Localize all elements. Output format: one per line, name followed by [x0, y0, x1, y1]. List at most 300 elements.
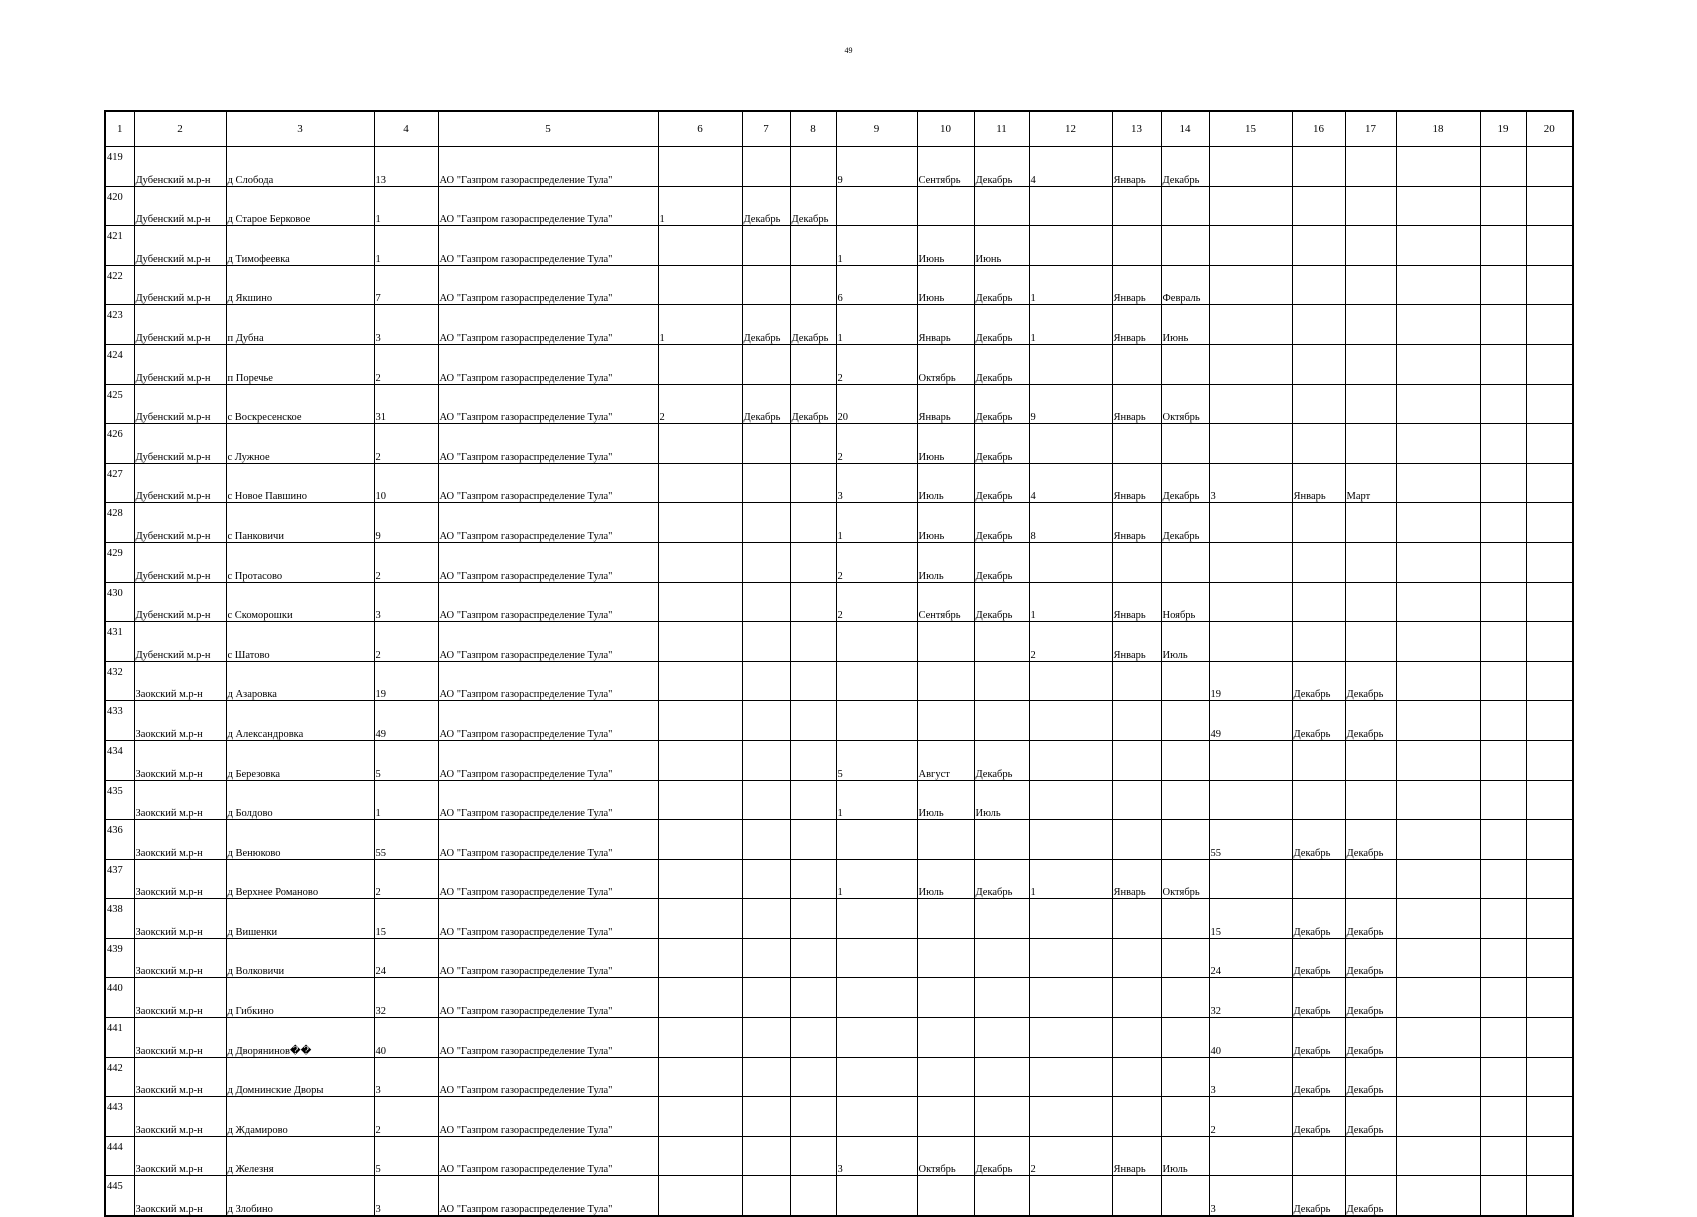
table-cell: [1480, 384, 1526, 424]
table-cell: [658, 463, 742, 503]
table-row: [105, 661, 1573, 701]
table-cell: Декабрь: [742, 186, 790, 226]
table-cell: 2: [374, 424, 438, 464]
table-cell: [836, 938, 917, 978]
table-cell: [1480, 265, 1526, 305]
column-header-12: 12: [1029, 111, 1112, 147]
table-cell: [790, 978, 836, 1018]
table-row: [105, 226, 1573, 266]
table-cell: [790, 859, 836, 899]
table-cell: [1112, 1097, 1161, 1137]
table-cell: [1029, 661, 1112, 701]
column-header-1: 1: [105, 111, 134, 147]
table-cell: [974, 978, 1029, 1018]
table-cell: АО "Газпром газораспределение Тула": [438, 1176, 658, 1216]
column-header-17: 17: [1345, 111, 1396, 147]
table-cell: 3: [836, 463, 917, 503]
table-cell: [790, 265, 836, 305]
table-cell: [1112, 424, 1161, 464]
table-cell: [658, 147, 742, 187]
table-cell: 3: [374, 305, 438, 345]
table-cell: [917, 1176, 974, 1216]
table-cell: [1396, 265, 1480, 305]
table-cell: [742, 503, 790, 543]
table-cell: Декабрь: [1292, 701, 1345, 741]
table-cell: [1526, 265, 1573, 305]
table-cell: [1209, 622, 1292, 662]
table-cell: Январь: [917, 305, 974, 345]
table-cell: д Вишенки: [226, 899, 374, 939]
table-cell: [1526, 780, 1573, 820]
table-cell: [1396, 859, 1480, 899]
table-cell: [1396, 1057, 1480, 1097]
table-row: [105, 820, 1573, 860]
table-cell: [1112, 740, 1161, 780]
table-cell: Дубенский м.р-н: [134, 542, 226, 582]
table-cell: [1526, 622, 1573, 662]
table-cell: с Панковичи: [226, 503, 374, 543]
table-cell: 8: [1029, 503, 1112, 543]
table-cell: [1526, 938, 1573, 978]
table-cell: АО "Газпром газораспределение Тула": [438, 147, 658, 187]
table-cell: [1292, 622, 1345, 662]
table-cell: [1526, 344, 1573, 384]
row-number-cell: 432: [105, 661, 134, 701]
table-cell: [1396, 344, 1480, 384]
table-cell: [790, 424, 836, 464]
table-cell: [1292, 582, 1345, 622]
table-cell: АО "Газпром газораспределение Тула": [438, 899, 658, 939]
table-cell: [790, 622, 836, 662]
table-row: [105, 305, 1573, 345]
table-cell: Заокский м.р-н: [134, 978, 226, 1018]
table-cell: [1345, 622, 1396, 662]
table-cell: [1480, 701, 1526, 741]
table-cell: [1029, 542, 1112, 582]
table-cell: [790, 820, 836, 860]
table-cell: д Железня: [226, 1136, 374, 1176]
table-cell: [1292, 780, 1345, 820]
table-cell: [974, 1057, 1029, 1097]
table-cell: [790, 542, 836, 582]
table-cell: [742, 147, 790, 187]
table-cell: 9: [836, 147, 917, 187]
table-cell: [1480, 938, 1526, 978]
table-cell: [917, 938, 974, 978]
table-cell: с Воскресенское: [226, 384, 374, 424]
table-cell: п Поречье: [226, 344, 374, 384]
table-cell: [1396, 1176, 1480, 1216]
table-cell: [658, 899, 742, 939]
table-cell: [1209, 424, 1292, 464]
table-cell: АО "Газпром газораспределение Тула": [438, 503, 658, 543]
table-row: [105, 186, 1573, 226]
table-cell: Январь: [1112, 305, 1161, 345]
table-cell: Июль: [917, 859, 974, 899]
table-cell: [742, 820, 790, 860]
table-cell: Заокский м.р-н: [134, 740, 226, 780]
table-cell: [1526, 147, 1573, 187]
table-cell: д Слобода: [226, 147, 374, 187]
table-cell: [742, 978, 790, 1018]
table-cell: Декабрь: [974, 503, 1029, 543]
table-cell: 3: [1209, 463, 1292, 503]
table-cell: 1: [374, 226, 438, 266]
row-number-cell: 438: [105, 899, 134, 939]
table-cell: д Болдово: [226, 780, 374, 820]
table-cell: Декабрь: [1345, 661, 1396, 701]
table-cell: [974, 820, 1029, 860]
table-cell: [1396, 186, 1480, 226]
table-cell: Январь: [1112, 147, 1161, 187]
table-cell: [790, 780, 836, 820]
table-cell: [917, 1018, 974, 1058]
table-cell: [1526, 899, 1573, 939]
table-cell: [658, 938, 742, 978]
table-cell: [1396, 463, 1480, 503]
table-cell: Октябрь: [1161, 384, 1209, 424]
table-cell: 3: [374, 1176, 438, 1216]
table-cell: [917, 622, 974, 662]
table-cell: [974, 186, 1029, 226]
table-cell: [1480, 1097, 1526, 1137]
table-cell: [1345, 226, 1396, 266]
column-header-5: 5: [438, 111, 658, 147]
table-cell: 1: [374, 780, 438, 820]
table-cell: АО "Газпром газораспределение Тула": [438, 384, 658, 424]
table-cell: [1526, 542, 1573, 582]
table-cell: [917, 661, 974, 701]
table-cell: [1396, 1136, 1480, 1176]
table-cell: Январь: [1292, 463, 1345, 503]
table-row: [105, 938, 1573, 978]
table-cell: [1161, 186, 1209, 226]
column-header-7: 7: [742, 111, 790, 147]
table-cell: АО "Газпром газораспределение Тула": [438, 661, 658, 701]
table-row: [105, 463, 1573, 503]
table-cell: Ноябрь: [1161, 582, 1209, 622]
table-row: [105, 1018, 1573, 1058]
table-cell: [742, 463, 790, 503]
table-cell: Заокский м.р-н: [134, 820, 226, 860]
table-cell: Январь: [1112, 1136, 1161, 1176]
table-cell: [974, 661, 1029, 701]
column-header-13: 13: [1112, 111, 1161, 147]
table-cell: [658, 424, 742, 464]
table-cell: [1480, 305, 1526, 345]
table-cell: Декабрь: [790, 384, 836, 424]
table-cell: 24: [374, 938, 438, 978]
table-cell: Заокский м.р-н: [134, 701, 226, 741]
table-cell: Декабрь: [1292, 1176, 1345, 1216]
table-cell: [1526, 1176, 1573, 1216]
table-cell: [1112, 938, 1161, 978]
table-cell: [742, 1136, 790, 1176]
table-cell: 31: [374, 384, 438, 424]
table-cell: [1161, 542, 1209, 582]
table-cell: [836, 186, 917, 226]
table-cell: Дубенский м.р-н: [134, 463, 226, 503]
table-cell: [1396, 305, 1480, 345]
table-cell: [790, 344, 836, 384]
table-cell: [1209, 740, 1292, 780]
table-cell: [974, 1097, 1029, 1137]
table-cell: д Злобино: [226, 1176, 374, 1216]
table-cell: [658, 978, 742, 1018]
table-cell: Январь: [1112, 503, 1161, 543]
table-cell: [1112, 978, 1161, 1018]
table-cell: [742, 424, 790, 464]
table-cell: Июнь: [917, 424, 974, 464]
table-cell: [1292, 740, 1345, 780]
table-cell: [974, 938, 1029, 978]
table-cell: [742, 1018, 790, 1058]
table-cell: [1292, 384, 1345, 424]
table-cell: Июль: [974, 780, 1029, 820]
table-cell: Январь: [1112, 265, 1161, 305]
table-cell: АО "Газпром газораспределение Тула": [438, 1097, 658, 1137]
table-cell: [1396, 622, 1480, 662]
table-cell: [1396, 740, 1480, 780]
table-cell: с Шатово: [226, 622, 374, 662]
table-cell: [1029, 1057, 1112, 1097]
table-cell: 9: [1029, 384, 1112, 424]
table-cell: [917, 701, 974, 741]
table-cell: [658, 1136, 742, 1176]
table-cell: Заокский м.р-н: [134, 780, 226, 820]
table-cell: АО "Газпром газораспределение Тула": [438, 978, 658, 1018]
table-cell: [1526, 463, 1573, 503]
table-cell: [790, 147, 836, 187]
column-header-11: 11: [974, 111, 1029, 147]
table-cell: АО "Газпром газораспределение Тула": [438, 226, 658, 266]
table-cell: 1: [1029, 305, 1112, 345]
table-cell: [1112, 186, 1161, 226]
table-cell: 13: [374, 147, 438, 187]
table-cell: АО "Газпром газораспределение Тула": [438, 622, 658, 662]
table-cell: 3: [1209, 1057, 1292, 1097]
table-cell: Декабрь: [974, 740, 1029, 780]
table-cell: [658, 1018, 742, 1058]
table-cell: Декабрь: [1345, 1057, 1396, 1097]
table-cell: 32: [374, 978, 438, 1018]
table-cell: с Лужное: [226, 424, 374, 464]
table-cell: [1209, 542, 1292, 582]
table-cell: 32: [1209, 978, 1292, 1018]
table-cell: АО "Газпром газораспределение Тула": [438, 1136, 658, 1176]
table-cell: [1345, 740, 1396, 780]
table-cell: [790, 740, 836, 780]
table-cell: 9: [374, 503, 438, 543]
table-row: [105, 1136, 1573, 1176]
table-cell: [742, 701, 790, 741]
table-cell: Декабрь: [974, 859, 1029, 899]
table-cell: д Ждамирово: [226, 1097, 374, 1137]
table-cell: 2: [374, 344, 438, 384]
table-cell: [1345, 305, 1396, 345]
table-cell: [1526, 186, 1573, 226]
table-cell: [1209, 384, 1292, 424]
table-cell: [742, 344, 790, 384]
table-cell: 1: [1029, 582, 1112, 622]
page-number: 49: [844, 46, 853, 55]
table-cell: [917, 978, 974, 1018]
table-cell: [1396, 1097, 1480, 1137]
table-cell: 2: [836, 582, 917, 622]
table-row: [105, 265, 1573, 305]
table-cell: 1: [374, 186, 438, 226]
table-cell: Дубенский м.р-н: [134, 305, 226, 345]
table-cell: [790, 1057, 836, 1097]
table-cell: [917, 1097, 974, 1137]
table-cell: Заокский м.р-н: [134, 1018, 226, 1058]
table-cell: Декабрь: [974, 1136, 1029, 1176]
table-cell: Декабрь: [1292, 978, 1345, 1018]
table-cell: [742, 1097, 790, 1137]
table-cell: [917, 899, 974, 939]
table-cell: [1396, 503, 1480, 543]
table-cell: [1396, 661, 1480, 701]
table-row: [105, 859, 1573, 899]
table-cell: [790, 1136, 836, 1176]
table-cell: [1029, 978, 1112, 1018]
table-cell: Дубенский м.р-н: [134, 424, 226, 464]
table-cell: [1029, 938, 1112, 978]
row-number-cell: 433: [105, 701, 134, 741]
table-cell: [1029, 1097, 1112, 1137]
table-cell: [1396, 780, 1480, 820]
table-cell: Декабрь: [974, 424, 1029, 464]
table-cell: [1480, 859, 1526, 899]
table-cell: [1292, 859, 1345, 899]
table-cell: АО "Газпром газораспределение Тула": [438, 424, 658, 464]
table-cell: [1480, 899, 1526, 939]
table-cell: [1396, 899, 1480, 939]
table-cell: 7: [374, 265, 438, 305]
table-cell: [790, 226, 836, 266]
table-cell: 2: [374, 859, 438, 899]
table-row: [105, 344, 1573, 384]
table-cell: АО "Газпром газораспределение Тула": [438, 820, 658, 860]
table-cell: д Волковичи: [226, 938, 374, 978]
table-row: [105, 780, 1573, 820]
table-cell: [836, 622, 917, 662]
table-cell: Июнь: [917, 503, 974, 543]
table-cell: [1112, 820, 1161, 860]
table-cell: АО "Газпром газораспределение Тула": [438, 186, 658, 226]
table-row: [105, 978, 1573, 1018]
table-cell: [1292, 503, 1345, 543]
table-cell: Январь: [1112, 463, 1161, 503]
table-cell: АО "Газпром газораспределение Тула": [438, 344, 658, 384]
table-cell: [1345, 503, 1396, 543]
table-cell: д Азаровка: [226, 661, 374, 701]
table-cell: [1526, 859, 1573, 899]
table-cell: [658, 820, 742, 860]
table-cell: [1526, 1057, 1573, 1097]
table-cell: [1480, 1176, 1526, 1216]
table-cell: [658, 344, 742, 384]
table-cell: [836, 1018, 917, 1058]
table-cell: Июль: [1161, 1136, 1209, 1176]
table-cell: [1161, 1097, 1209, 1137]
table-cell: Декабрь: [974, 384, 1029, 424]
row-number-cell: 436: [105, 820, 134, 860]
table-cell: [1209, 344, 1292, 384]
table-cell: [1345, 1136, 1396, 1176]
table-cell: [1161, 344, 1209, 384]
table-cell: [1209, 226, 1292, 266]
table-cell: [742, 859, 790, 899]
table-cell: [742, 938, 790, 978]
table-cell: [1209, 305, 1292, 345]
table-cell: [974, 701, 1029, 741]
table-cell: Заокский м.р-н: [134, 1136, 226, 1176]
table-cell: 1: [658, 186, 742, 226]
table-cell: Июнь: [917, 265, 974, 305]
table-cell: [917, 1057, 974, 1097]
row-number-cell: 440: [105, 978, 134, 1018]
table-cell: [1029, 820, 1112, 860]
table-cell: Декабрь: [1292, 661, 1345, 701]
table-cell: [1029, 424, 1112, 464]
header-row: [105, 111, 1573, 147]
table-cell: [1029, 1018, 1112, 1058]
table-cell: [1345, 542, 1396, 582]
table-cell: [1480, 226, 1526, 266]
table-cell: [790, 1097, 836, 1137]
table-cell: [836, 1097, 917, 1137]
table-cell: Декабрь: [790, 186, 836, 226]
table-cell: Дубенский м.р-н: [134, 344, 226, 384]
column-header-14: 14: [1161, 111, 1209, 147]
table-cell: [790, 463, 836, 503]
table-cell: [1161, 780, 1209, 820]
row-number-cell: 441: [105, 1018, 134, 1058]
table-cell: Январь: [1112, 859, 1161, 899]
table-cell: Январь: [1112, 384, 1161, 424]
table-cell: АО "Газпром газораспределение Тула": [438, 305, 658, 345]
table-cell: 3: [374, 1057, 438, 1097]
table-cell: [658, 503, 742, 543]
table-cell: [742, 899, 790, 939]
table-cell: д Александровка: [226, 701, 374, 741]
table-cell: [1526, 305, 1573, 345]
table-cell: [1209, 582, 1292, 622]
table-cell: [1209, 265, 1292, 305]
row-number-cell: 435: [105, 780, 134, 820]
row-number-cell: 444: [105, 1136, 134, 1176]
table-cell: [1292, 147, 1345, 187]
table-cell: Дубенский м.р-н: [134, 147, 226, 187]
table-cell: [658, 661, 742, 701]
row-number-cell: 420: [105, 186, 134, 226]
table-cell: [1345, 147, 1396, 187]
row-number-cell: 431: [105, 622, 134, 662]
table-cell: АО "Газпром газораспределение Тула": [438, 542, 658, 582]
table-cell: 2: [1029, 622, 1112, 662]
table-cell: 5: [836, 740, 917, 780]
table-cell: 6: [836, 265, 917, 305]
table-cell: Декабрь: [1345, 1097, 1396, 1137]
table-cell: АО "Газпром газораспределение Тула": [438, 1057, 658, 1097]
row-number-cell: 419: [105, 147, 134, 187]
row-number-cell: 423: [105, 305, 134, 345]
table-cell: Декабрь: [742, 384, 790, 424]
table-cell: [1029, 1176, 1112, 1216]
table-cell: Декабрь: [1345, 978, 1396, 1018]
table-cell: [974, 622, 1029, 662]
